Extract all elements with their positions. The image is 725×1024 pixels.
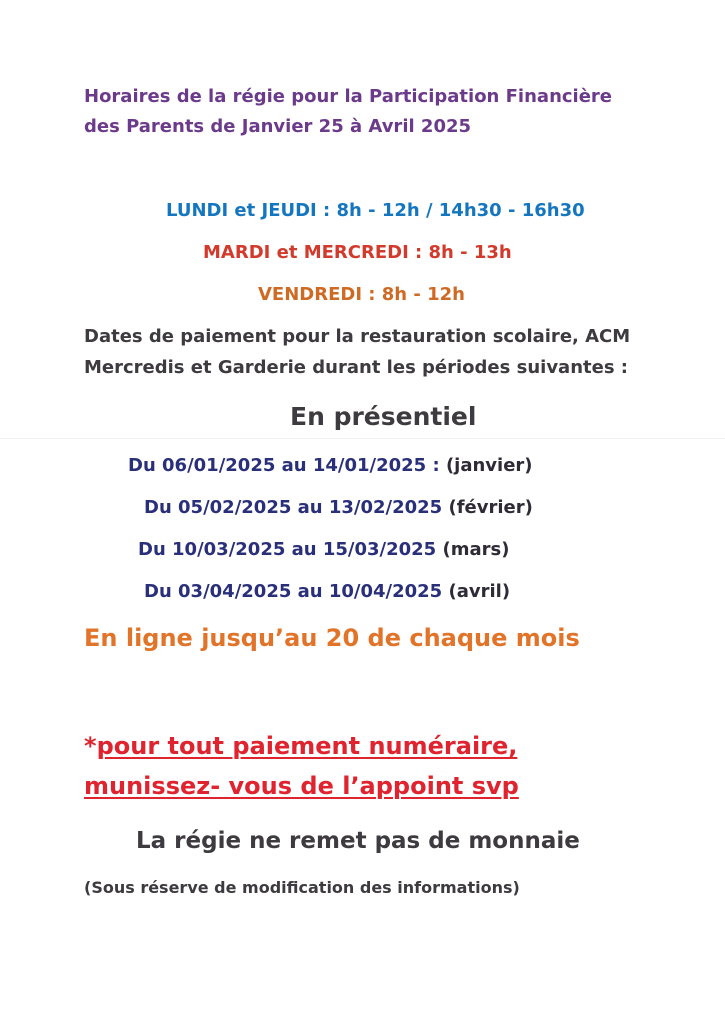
cash-notice-line-1 (84, 732, 517, 761)
cash-notice-text-1: pour tout paiement numéraire, (96, 732, 518, 760)
schedule-mardi-mercredi: MARDI et MERCREDI : 8h - 13h (203, 242, 512, 263)
scan-artifact (0, 438, 725, 439)
cash-notice-line-2: munissez- vous de l’appoint svp (84, 772, 519, 800)
period-month: (février) (448, 497, 533, 518)
period-range: Du 10/03/2025 au 15/03/2025 (138, 539, 437, 560)
period-row (128, 455, 533, 477)
period-month: (janvier) (445, 455, 533, 476)
title-line-1: Horaires de la régie pour la Participation Financière (84, 86, 613, 107)
period-range: Du 03/04/2025 au 10/04/2025 (144, 581, 443, 602)
period-month: (mars) (442, 539, 510, 560)
dates-intro-line-1: Dates de paiement pour la restauration scolaire, ACM (84, 326, 631, 347)
asterisk: * (84, 732, 97, 760)
schedule-lundi-jeudi: LUNDI et JEUDI : 8h - 12h / 14h30 - 16h30 (166, 200, 585, 221)
dates-intro-line-2: Mercredis et Garderie durant les périodes suivantes : (84, 357, 629, 378)
schedule-vendredi: VENDREDI : 8h - 12h (258, 284, 465, 305)
no-change-notice: La régie ne remet pas de monnaie (136, 828, 580, 854)
period-row (144, 581, 510, 603)
title-line-2: des Parents de Janvier 25 à Avril 2025 (84, 116, 472, 137)
period-month: (avril) (448, 581, 511, 602)
period-row (138, 539, 509, 561)
period-row (144, 497, 533, 519)
online-payment: En ligne jusqu’au 20 de chaque mois (84, 624, 580, 652)
presentiel-heading: En présentiel (290, 402, 477, 431)
period-range: Du 06/01/2025 au 14/01/2025 : (128, 455, 440, 476)
disclaimer: (Sous réserve de modification des informations) (84, 878, 520, 897)
period-range: Du 05/02/2025 au 13/02/2025 (144, 497, 443, 518)
